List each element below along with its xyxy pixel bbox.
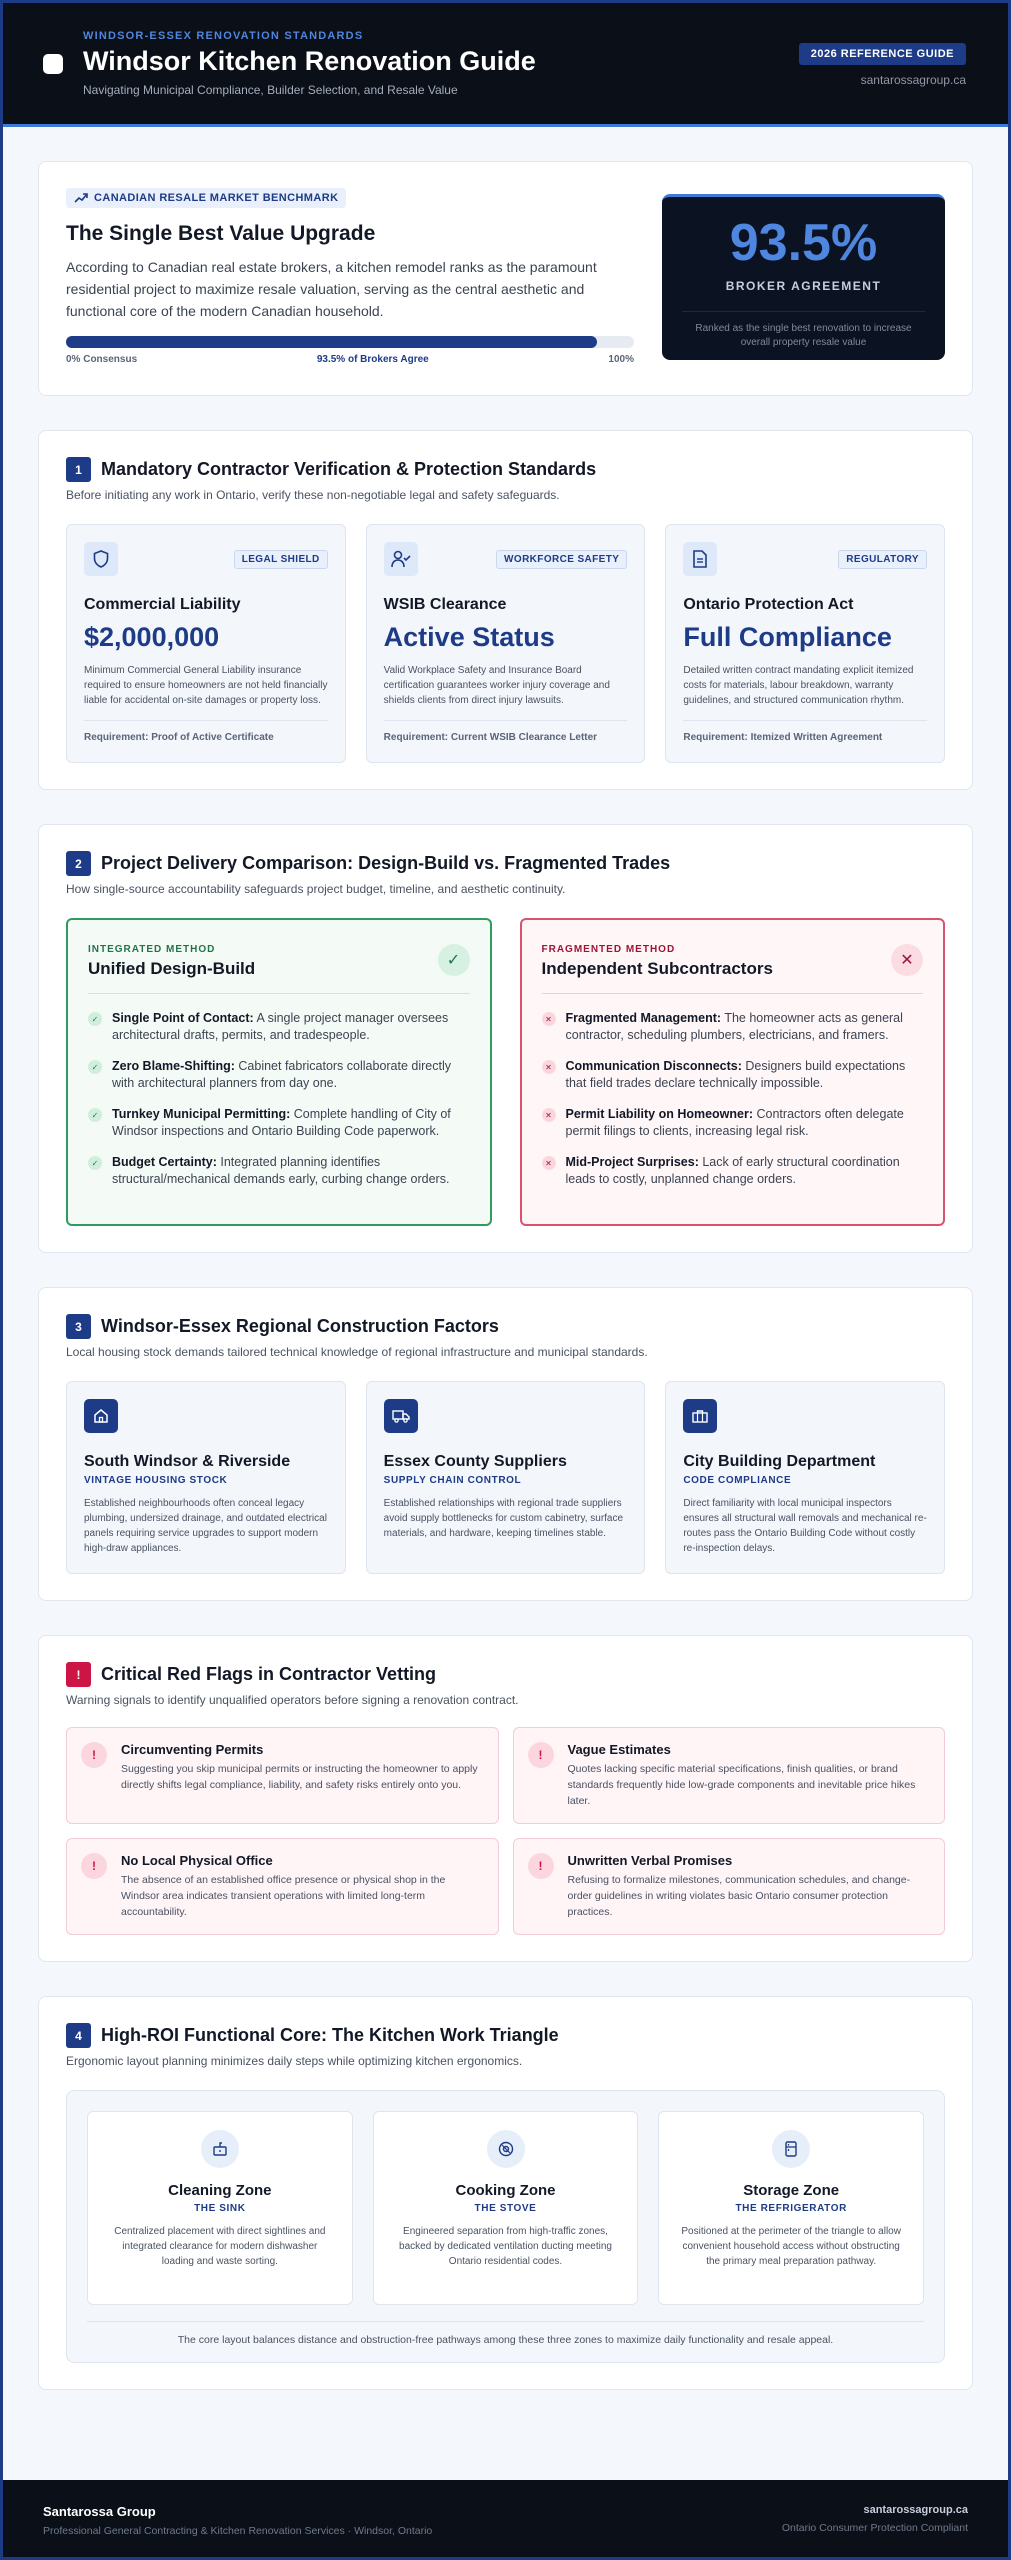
- page-header: [3, 3, 1008, 127]
- design-build-column: [66, 918, 492, 1226]
- card-subtitle: VINTAGE HOUSING STOCK: [84, 1475, 228, 1486]
- flag-title: Circumventing Permits: [121, 1742, 264, 1757]
- section-title: Windsor-Essex Regional Construction Factors: [101, 1316, 499, 1336]
- stat-note: Ranked as the single best renovation to increase overall property resale value: [682, 311, 925, 350]
- flag-title: Unwritten Verbal Promises: [567, 1853, 733, 1868]
- alert-icon: !: [528, 1853, 554, 1879]
- consensus-progress-bar: [66, 336, 634, 348]
- region-card: [366, 1381, 646, 1574]
- page-title: Windsor Kitchen Renovation Guide: [83, 46, 536, 76]
- card-requirement: Requirement: Proof of Active Certificate: [84, 720, 328, 745]
- region-card: [665, 1381, 945, 1574]
- benchmark-pill: [66, 188, 346, 208]
- briefcase-icon: [683, 1399, 717, 1433]
- red-flag-card: [513, 1727, 946, 1824]
- section-title: Mandatory Contractor Verification & Protection Standards: [101, 459, 597, 479]
- list-item: ✕ Fragmented Management: The homeowner acts as general contractor, scheduling plumbers, electricians, and framers.: [542, 1010, 924, 1044]
- flag-text: Suggesting you skip municipal permits or instructing the homeowner to apply directly shifts legal compliance, liability, and safety risks entirely onto you.: [121, 1763, 478, 1791]
- card-subtitle: CODE COMPLIANCE: [683, 1475, 792, 1486]
- section-number: 4: [66, 2023, 91, 2048]
- truck-icon: [384, 1399, 418, 1433]
- refrigerator-icon: [772, 2130, 810, 2168]
- footer-url[interactable]: santarossagroup.ca: [863, 2504, 968, 2516]
- list-item: ✓ Single Point of Contact: A single project manager oversees architectural drafts, permits, and tradespeople.: [88, 1010, 470, 1044]
- flag-text: Refusing to formalize milestones, communication schedules, and change-order guidelines in writing violates basic Ontario consumer protection practices.: [567, 1874, 911, 1918]
- red-flag-card: [66, 1838, 499, 1935]
- section-number: 2: [66, 851, 91, 876]
- stove-icon: [487, 2130, 525, 2168]
- column-eyebrow: INTEGRATED METHOD: [88, 944, 216, 955]
- warning-icon: !: [66, 1662, 91, 1687]
- user-check-icon: [384, 542, 418, 576]
- column-eyebrow: FRAGMENTED METHOD: [541, 944, 676, 955]
- section-subtitle: How single-source accountability safeguards project budget, timeline, and aesthetic continuity.: [66, 882, 566, 896]
- column-title: Independent Subcontractors: [541, 959, 773, 978]
- list-item: ✓ Turnkey Municipal Permitting: Complete handling of City of Windsor inspections and Ontario Building Code paperwork.: [88, 1106, 470, 1140]
- card-value: Active Status: [383, 622, 555, 652]
- column-title: Unified Design-Build: [88, 959, 256, 978]
- zone-title: Storage Zone: [743, 2182, 840, 2199]
- alert-icon: !: [528, 1742, 554, 1768]
- flag-text: Quotes lacking specific material specifications, finish qualities, or brand standards frequently hide low-grade components and inevitable price hikes later.: [567, 1763, 916, 1807]
- work-triangle-section: [38, 1996, 973, 2390]
- card-text: Established neighbourhoods often conceal legacy plumbing, undersized drainage, and outdated electrical panels requiring service upgrades to support modern high-draw appliances.: [84, 1498, 327, 1554]
- region-card: [66, 1381, 346, 1574]
- subcontractors-column: [520, 918, 946, 1226]
- zone-subtitle: THE SINK: [194, 2203, 246, 2214]
- triangle-note: The core layout balances distance and obstruction-free pathways among these three zones to maximize daily functionality and resale appeal.: [87, 2321, 924, 2346]
- delivery-comparison-section: [38, 824, 973, 1253]
- header-url[interactable]: santarossagroup.ca: [860, 73, 966, 87]
- bar-label-min: 0% Consensus: [66, 354, 138, 365]
- alert-icon: !: [81, 1853, 107, 1879]
- standard-card: [66, 524, 346, 763]
- card-value: Full Compliance: [683, 622, 892, 652]
- x-icon: ✕: [542, 1060, 556, 1074]
- x-icon: ✕: [542, 1012, 556, 1026]
- card-text: Valid Workplace Safety and Insurance Board certification guarantees worker injury coverage and shields clients from direct injury lawsuits.: [383, 665, 610, 706]
- section-subtitle: Ergonomic layout planning minimizes daily steps while optimizing kitchen ergonomics.: [66, 2054, 523, 2068]
- footer-compliance: Ontario Consumer Protection Compliant: [781, 2522, 968, 2534]
- document-icon: [683, 542, 717, 576]
- page-subtitle: Navigating Municipal Compliance, Builder Selection, and Resale Value: [83, 83, 458, 97]
- red-flag-card: [66, 1727, 499, 1824]
- list-item: ✓ Zero Blame-Shifting: Cabinet fabricators collaborate directly with architectural planners from day one.: [88, 1058, 470, 1092]
- section-title: High-ROI Functional Core: The Kitchen Work Triangle: [101, 2025, 559, 2045]
- card-title: WSIB Clearance: [383, 596, 507, 613]
- section-number: 3: [66, 1314, 91, 1339]
- card-title: Ontario Protection Act: [683, 596, 854, 613]
- flag-title: No Local Physical Office: [121, 1853, 273, 1868]
- work-triangle-panel: [66, 2090, 945, 2363]
- broker-stat-panel: [662, 194, 945, 360]
- list-item: ✕ Mid-Project Surprises: Lack of early structural coordination leads to costly, unplanned change orders.: [542, 1154, 924, 1188]
- zone-subtitle: THE REFRIGERATOR: [735, 2203, 847, 2214]
- card-text: Detailed written contract mandating explicit itemized costs for materials, labour breakdown, warranty guidelines, and structured communication rhythm.: [683, 665, 914, 706]
- card-title: Commercial Liability: [84, 596, 241, 613]
- footer-company: Santarossa Group: [43, 2504, 156, 2519]
- trend-up-icon: [74, 193, 88, 203]
- close-icon: ✕: [891, 944, 923, 976]
- stat-value: 93.5%: [729, 214, 878, 272]
- check-icon: ✓: [88, 1156, 102, 1170]
- card-requirement: Requirement: Current WSIB Clearance Letter: [384, 720, 628, 745]
- page-footer: [3, 2480, 1008, 2557]
- card-value: $2,000,000: [84, 622, 220, 652]
- home-icon: [84, 1399, 118, 1433]
- stat-label: BROKER AGREEMENT: [725, 279, 882, 293]
- bar-label-max: 100%: [608, 354, 634, 365]
- standard-card: [366, 524, 646, 763]
- card-title: South Windsor & Riverside: [84, 1453, 291, 1470]
- hero-title: The Single Best Value Upgrade: [66, 222, 376, 245]
- red-flag-card: [513, 1838, 946, 1935]
- flag-text: The absence of an established office presence or physical shop in the Windsor area indicates transient operations with limited long-term accountability.: [121, 1874, 446, 1918]
- section-subtitle: Before initiating any work in Ontario, verify these non-negotiable legal and safety safeguards.: [66, 488, 560, 502]
- benchmark-card: [38, 161, 973, 396]
- standard-card: [665, 524, 945, 763]
- zone-text: Engineered separation from high-traffic zones, backed by dedicated ventilation ducting meeting Ontario residential codes.: [399, 2226, 612, 2267]
- consensus-progress-fill: [66, 336, 597, 348]
- card-text: Minimum Commercial General Liability insurance required to ensure homeowners are not held financially liable for accidental on-site damages or property loss.: [84, 665, 328, 706]
- flag-title: Vague Estimates: [567, 1742, 671, 1757]
- card-title: Essex County Suppliers: [383, 1453, 567, 1470]
- zone-card: [658, 2111, 924, 2305]
- verification-section: [38, 430, 973, 790]
- card-subtitle: SUPPLY CHAIN CONTROL: [383, 1475, 522, 1486]
- reference-badge: 2026 REFERENCE GUIDE: [799, 43, 966, 65]
- card-title: City Building Department: [683, 1453, 876, 1470]
- section-subtitle: Local housing stock demands tailored technical knowledge of regional infrastructure and municipal standards.: [66, 1345, 648, 1359]
- check-icon: ✓: [88, 1012, 102, 1026]
- card-text: Direct familiarity with local municipal inspectors ensures all structural wall removals and mechanical re-routes pass the Ontario Building Code without costly re-inspection delays.: [683, 1498, 927, 1554]
- list-item: ✕ Communication Disconnects: Designers build expectations that field trades declare technically impossible.: [542, 1058, 924, 1092]
- bar-label-value: 93.5% of Brokers Agree: [316, 354, 429, 365]
- list-item: ✓ Budget Certainty: Integrated planning identifies structural/mechanical demands early, curbing change orders.: [88, 1154, 470, 1188]
- zone-subtitle: THE STOVE: [474, 2203, 537, 2214]
- section-subtitle: Warning signals to identify unqualified operators before signing a renovation contract.: [66, 1693, 519, 1707]
- red-flags-section: [38, 1635, 973, 1962]
- check-icon: ✓: [438, 944, 470, 976]
- logo-icon: [43, 54, 63, 74]
- zone-card: [373, 2111, 639, 2305]
- x-icon: ✕: [542, 1108, 556, 1122]
- footer-description: Professional General Contracting & Kitchen Renovation Services · Windsor, Ontario: [43, 2525, 433, 2537]
- card-tag: WORKFORCE SAFETY: [496, 550, 627, 569]
- shield-icon: [84, 542, 118, 576]
- sink-icon: [201, 2130, 239, 2168]
- regional-factors-section: [38, 1287, 973, 1601]
- section-title: Critical Red Flags in Contractor Vetting: [101, 1664, 437, 1684]
- check-icon: ✓: [88, 1060, 102, 1074]
- benchmark-pill-label: CANADIAN RESALE MARKET BENCHMARK: [94, 192, 339, 204]
- hero-text: According to Canadian real estate brokers, a kitchen remodel ranks as the paramount residential project to maximize resale valuation, serving as the central aesthetic and functional core of the modern Canadian household.: [66, 259, 597, 319]
- x-icon: ✕: [542, 1156, 556, 1170]
- zone-title: Cleaning Zone: [168, 2182, 272, 2199]
- card-requirement: Requirement: Itemized Written Agreement: [683, 720, 927, 745]
- zone-text: Positioned at the perimeter of the triangle to allow convenient household access without obstructing the primary meal preparation pathway.: [681, 2226, 901, 2267]
- card-text: Established relationships with regional trade suppliers avoid supply bottlenecks for custom cabinetry, surface materials, and hardware, keeping timelines stable.: [383, 1498, 624, 1539]
- list-item: ✕ Permit Liability on Homeowner: Contractors often delegate permit filings to clients, increasing legal risk.: [542, 1106, 924, 1140]
- zone-title: Cooking Zone: [455, 2182, 556, 2199]
- header-eyebrow: WINDSOR-ESSEX RENOVATION STANDARDS: [83, 30, 364, 42]
- card-tag: LEGAL SHIELD: [234, 550, 328, 569]
- zone-text: Centralized placement with direct sightlines and integrated clearance for modern dishwasher loading and waste sorting.: [114, 2226, 326, 2267]
- check-icon: ✓: [88, 1108, 102, 1122]
- zone-card: [87, 2111, 353, 2305]
- section-title: Project Delivery Comparison: Design-Build vs. Fragmented Trades: [101, 853, 671, 873]
- alert-icon: !: [81, 1742, 107, 1768]
- card-tag: REGULATORY: [838, 550, 927, 569]
- section-number: 1: [66, 457, 91, 482]
